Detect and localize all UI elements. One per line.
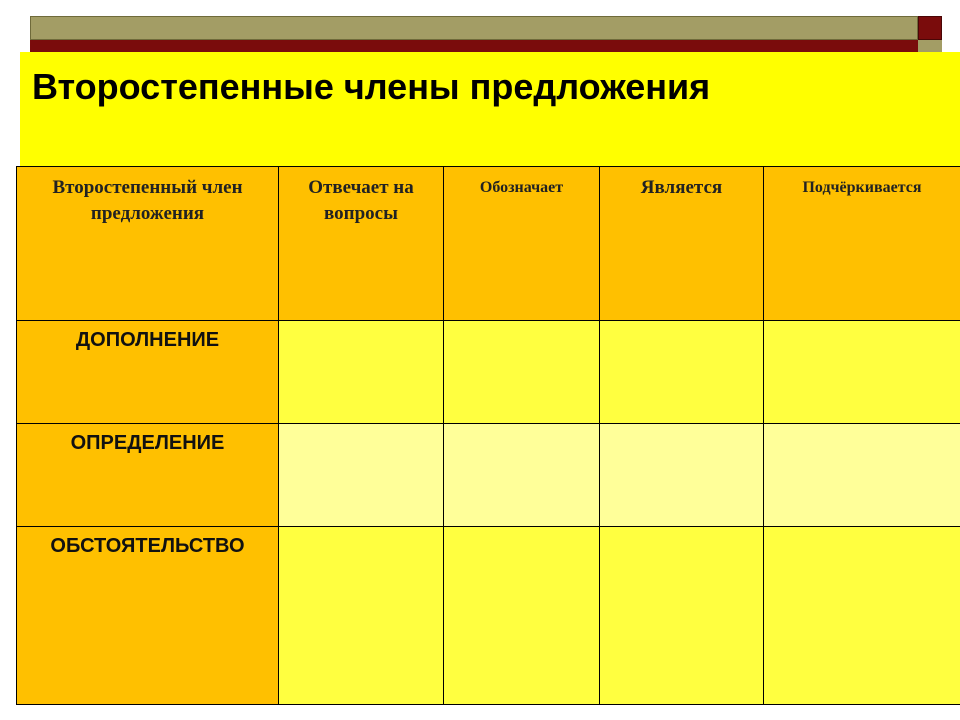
header-label: Обозначает <box>479 179 564 196</box>
row-label-cell <box>17 527 279 705</box>
decorative-olive-square <box>918 40 942 52</box>
table-cell[interactable] <box>600 321 764 424</box>
table-header-row <box>17 167 960 321</box>
row-label: ОБСТОЯТЕЛЬСТВО <box>50 535 245 557</box>
table-cell[interactable] <box>444 527 600 705</box>
row-label: ДОПОЛНЕНИЕ <box>75 329 220 351</box>
header-cell-questions <box>279 167 444 321</box>
row-label: ОПРЕДЕЛЕНИЕ <box>70 432 225 454</box>
table-cell[interactable] <box>279 321 444 424</box>
header-cell-is <box>600 167 764 321</box>
table-cell[interactable] <box>764 424 960 527</box>
decorative-maroon-bar <box>30 40 918 52</box>
table-row <box>17 424 960 527</box>
header-label: Второстепенный член предложения <box>52 177 243 224</box>
decorative-maroon-square <box>918 16 942 40</box>
table-cell[interactable] <box>600 424 764 527</box>
table-row <box>17 321 960 424</box>
table-cell[interactable] <box>444 321 600 424</box>
slide-title: Второстепенные члены предложения <box>32 66 711 107</box>
row-label-cell <box>17 424 279 527</box>
header-label: Отвечает на вопросы <box>308 177 414 224</box>
table-cell[interactable] <box>279 527 444 705</box>
header-cell-member <box>17 167 279 321</box>
table-cell[interactable] <box>764 527 960 705</box>
header-cell-denotes <box>444 167 600 321</box>
table-row <box>17 527 960 705</box>
table-cell[interactable] <box>279 424 444 527</box>
header-label: Подчёркивается <box>802 179 922 196</box>
table-cell[interactable] <box>444 424 600 527</box>
table-cell[interactable] <box>764 321 960 424</box>
members-table <box>16 166 960 705</box>
header-label: Является <box>640 177 723 198</box>
decorative-olive-bar <box>30 16 918 40</box>
row-label-cell <box>17 321 279 424</box>
table-cell[interactable] <box>600 527 764 705</box>
header-cell-underlined <box>764 167 960 321</box>
